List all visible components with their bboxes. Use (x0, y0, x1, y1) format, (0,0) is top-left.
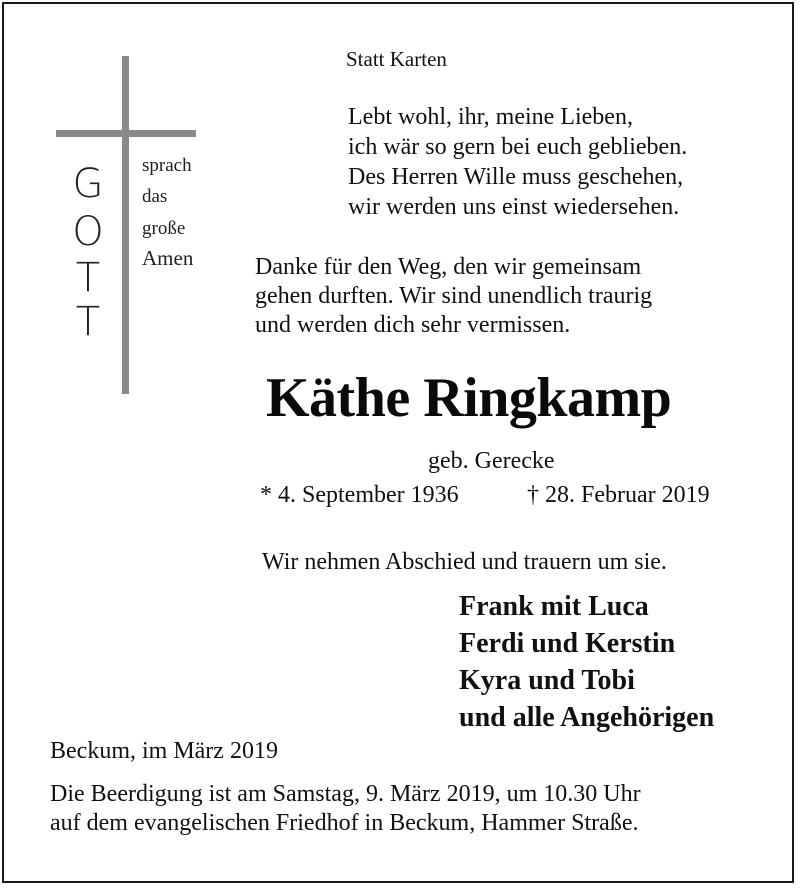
funeral-line: auf dem evangelischen Friedhof in Beckum, Hammer Straße. (50, 810, 639, 836)
poem-line: wir werden uns einst wiedersehen. (348, 194, 680, 220)
gott-letter-g: G (72, 161, 104, 207)
poem-line: Des Herren Wille muss geschehen, (348, 164, 684, 190)
poem-line: ich wär so gern bei euch geblieben. (348, 134, 688, 160)
funeral-line: Die Beerdigung ist am Samstag, 9. März 2019, um 10.30 Uhr (50, 781, 641, 807)
mourner-line: Ferdi und Kerstin (459, 628, 676, 659)
cross-word-sprach: sprach (142, 155, 192, 176)
place-date: Beckum, im März 2019 (50, 738, 278, 764)
birth-name: geb. Gerecke (428, 448, 555, 474)
farewell-text: Wir nehmen Abschied und trauern um sie. (262, 549, 667, 575)
statt-karten: Statt Karten (346, 47, 447, 71)
gott-letter-t1: T (75, 255, 101, 301)
mourner-line: Frank mit Luca (459, 591, 649, 622)
thanks-line: Danke für den Weg, den wir gemeinsam (255, 254, 642, 280)
gott-letter-o: O (72, 209, 104, 255)
deceased-name: Käthe Ringkamp (266, 367, 672, 429)
mourner-line: Kyra und Tobi (459, 665, 635, 696)
cross-word-das: das (142, 186, 168, 207)
cross-horizontal-bar (56, 130, 196, 137)
cross-word-grosse: große (142, 218, 186, 239)
thanks-line: gehen durften. Wir sind unendlich traurig (255, 283, 653, 309)
birth-date: * 4. September 1936 (260, 482, 459, 508)
poem-line: Lebt wohl, ihr, meine Lieben, (348, 104, 633, 130)
cross-vertical-bar (122, 56, 129, 394)
death-date: † 28. Februar 2019 (527, 482, 710, 508)
thanks-line: und werden dich sehr vermissen. (255, 312, 571, 338)
mourner-line: und alle Angehörigen (459, 702, 715, 733)
gott-letter-t2: T (75, 299, 101, 345)
cross-word-amen: Amen (142, 246, 194, 270)
